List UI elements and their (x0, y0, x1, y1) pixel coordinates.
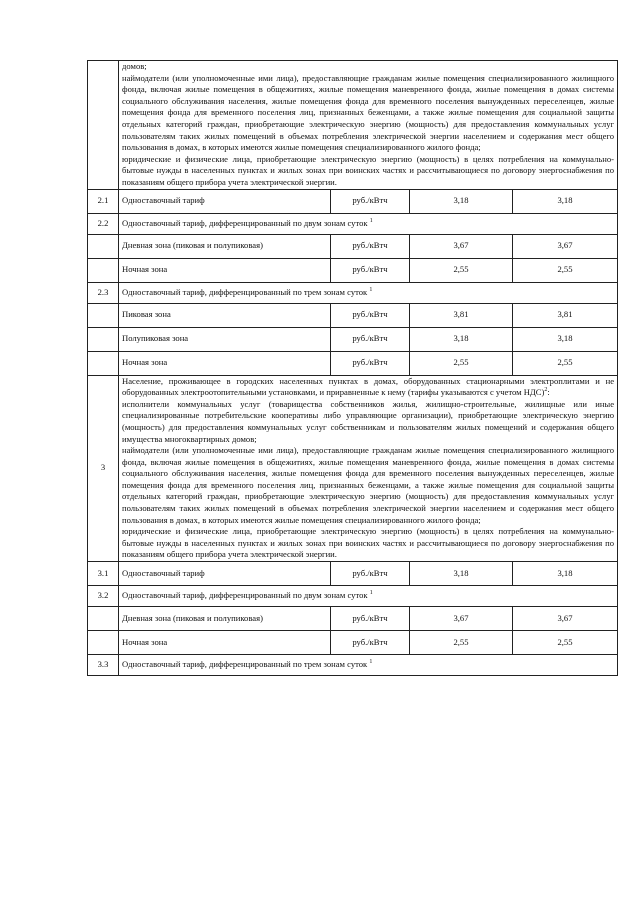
tariff-label-text: Ночная зона (122, 636, 168, 647)
row-number (88, 303, 119, 327)
unit-cell: руб./кВтч (331, 327, 410, 351)
tariff-label (119, 351, 331, 375)
tariff-label-text: Одноставочный тариф (122, 195, 205, 206)
table-row (88, 303, 618, 327)
tariff-value-period-1: 3,18 (410, 189, 513, 213)
tariff-label-text: Одноставочный тариф, дифференцированный по двум зонам суток (122, 590, 368, 601)
tariff-value-period-2: 2,55 (513, 351, 618, 375)
table-row (88, 213, 618, 234)
tariff-value-period-2: 3,18 (513, 327, 618, 351)
unit-cell: руб./кВтч (331, 607, 410, 631)
table-row (88, 586, 618, 607)
tariff-label (119, 586, 618, 607)
tariff-label (119, 258, 331, 282)
footnote-mark: 1 (369, 659, 373, 666)
tariff-label-text: Дневная зона (пиковая и полупиковая) (122, 240, 263, 251)
unit-cell: руб./кВтч (331, 562, 410, 586)
tariff-label-text: Одноставочный тариф, дифференцированный по двум зонам суток (122, 217, 368, 228)
tariff-value-period-2: 3,81 (513, 303, 618, 327)
tariff-label-text: Одноставочный тариф, дифференцированный по трем зонам суток (122, 286, 368, 297)
intro-text: Население, проживающее в городских населенных пунктах в домах, оборудованных стационарными электроплитами и не оборудованных электроотопительными установками, и приравненные к нему (тарифы указываются с учетом НДС) (122, 375, 615, 398)
tariff-value-period-2: 2,55 (513, 258, 618, 282)
tariff-label-text: Пиковая зона (122, 309, 171, 320)
unit-cell: руб./кВтч (331, 303, 410, 327)
table-row (88, 234, 618, 258)
consumer-category-block (119, 375, 618, 562)
tariff-label (119, 327, 331, 351)
row-number: 3 (88, 375, 119, 562)
paragraph: юридические и физические лица, приобретающие электрическую энергию (мощность) в целях потребления на коммунально-бытовые нужды в населенных пунктах и жилых зонах при воинских частях и рассчитывающиеся по договору энергоснабжения по показаниям общего прибора учета электрической энергии. (122, 153, 615, 187)
row-number (88, 351, 119, 375)
table-row (88, 189, 618, 213)
footnote-mark: 2 (544, 387, 548, 394)
row-number: 2.3 (88, 282, 119, 303)
row-number (88, 61, 119, 190)
tariff-label-text: Ночная зона (122, 264, 168, 275)
tariff-value-period-2: 2,55 (513, 631, 618, 655)
tariff-value-period-2: 3,18 (513, 562, 618, 586)
tariff-label (119, 189, 331, 213)
row-number (88, 327, 119, 351)
table-row (88, 258, 618, 282)
footnote-mark: 1 (369, 590, 373, 597)
table-row (88, 562, 618, 586)
table-row-block-3 (88, 375, 618, 562)
tariff-table (87, 60, 618, 676)
tariff-value-period-2: 3,67 (513, 234, 618, 258)
row-number: 3.3 (88, 655, 119, 676)
tariff-value-period-1: 2,55 (410, 631, 513, 655)
table-row (88, 351, 618, 375)
tariff-value-period-1: 2,55 (410, 258, 513, 282)
paragraph: домов; (122, 61, 147, 71)
tariff-label (119, 562, 331, 586)
tariff-label-text: Одноставочный тариф, дифференцированный по трем зонам суток (122, 659, 368, 670)
tariff-label-text: Ночная зона (122, 357, 168, 368)
tariff-value-period-1: 3,81 (410, 303, 513, 327)
unit-cell: руб./кВтч (331, 351, 410, 375)
row-number: 2.1 (88, 189, 119, 213)
tariff-value-period-2: 3,18 (513, 189, 618, 213)
row-number: 3.2 (88, 586, 119, 607)
table-row-top-block (88, 61, 618, 190)
tariff-label (119, 607, 331, 631)
paragraph: Население, проживающее в городских населенных пунктах в домах, оборудованных стационарными электроплитами и не оборудованных электроотопительными установками, и приравненные к нему (тарифы указываются с учетом НДС)$^2$: (122, 375, 615, 398)
row-number: 2.2 (88, 213, 119, 234)
tariff-label-text: Дневная зона (пиковая и полупиковая) (122, 612, 263, 623)
tariff-value-period-1: 3,18 (410, 327, 513, 351)
unit-cell: руб./кВтч (331, 189, 410, 213)
footnote-mark: 1 (369, 286, 373, 293)
tariff-value-period-1: 3,18 (410, 562, 513, 586)
tariff-value-period-2: 3,67 (513, 607, 618, 631)
row-number (88, 631, 119, 655)
row-number (88, 258, 119, 282)
paragraph: наймодатели (или уполномоченные ими лица), предоставляющие гражданам жилые помещения специализированного жилищного фонда, включая жилые помещения в общежитиях, жилые помещения маневренного фонда, жилые помещения в домах системы социального обслуживания населения, жилые помещения фонда для временного поселения вынужденных переселенцев, жилые помещения фонда для временного поселения лиц, признанных беженцами, а также жилые помещения для социальной защиты отдельных категорий граждан, приобретающие электрическую энергию (мощность) для предоставления коммунальных услуг пользователям таких жилых помещений в объемах потребления электрической энергии населением и содержания мест общего пользования в домах, в которых имеются жилые помещения специализированного жилого фонда; (122, 72, 615, 153)
table-row (88, 282, 618, 303)
tariff-value-period-1: 2,55 (410, 351, 513, 375)
unit-cell: руб./кВтч (331, 234, 410, 258)
paragraph: исполнители коммунальных услуг (товарищества собственников жилья, жилищно-строительные, жилищные или иные специализированные потребительские кооперативы либо управляющие организации), приобретающие электрическую энергию (мощность) для предоставления коммунальных услуг собственникам и пользователям жилых помещений и содержания общего имущества многоквартирных домов; (122, 398, 615, 444)
table-row (88, 327, 618, 351)
footnote-mark: 1 (369, 217, 373, 224)
table-row (88, 607, 618, 631)
paragraph: юридические и физические лица, приобретающие электрическую энергию (мощность) в целях потребления на коммунально-бытовые нужды в населенных пунктах и жилых зонах при воинских частях и рассчитывающиеся по договору энергоснабжения по показаниям общего прибора учета электрической энергии. (122, 526, 615, 560)
tariff-value-period-1: 3,67 (410, 234, 513, 258)
unit-cell: руб./кВтч (331, 258, 410, 282)
tariff-label (119, 631, 331, 655)
tariff-label (119, 655, 618, 676)
tariff-label (119, 303, 331, 327)
tariff-label (119, 282, 618, 303)
consumer-category-block (119, 61, 618, 190)
table-row (88, 655, 618, 676)
row-number: 3.1 (88, 562, 119, 586)
table-row (88, 631, 618, 655)
tariff-label-text: Одноставочный тариф (122, 567, 205, 578)
tariff-label-text: Полупиковая зона (122, 333, 189, 344)
paragraph: наймодатели (или уполномоченные ими лица), предоставляющие гражданам жилые помещения специализированного жилищного фонда, включая жилые помещения в общежитиях, жилые помещения маневренного фонда, жилые помещения в домах системы социального обслуживания населения, жилые помещения фонда для временного поселения вынужденных переселенцев, жилые помещения фонда для временного поселения лиц, признанных беженцами, а также жилые помещения для социальной защиты отдельных категорий граждан, приобретающие электрическую энергию (мощность) для предоставления коммунальных услуг пользователям таких жилых помещений в объемах потребления электрической энергии населением и содержания мест общего пользования в домах, в которых имеются жилые помещения специализированного жилого фонда; (122, 445, 615, 525)
row-number (88, 607, 119, 631)
tariff-label (119, 213, 618, 234)
unit-cell: руб./кВтч (331, 631, 410, 655)
tariff-label (119, 234, 331, 258)
tariff-value-period-1: 3,67 (410, 607, 513, 631)
row-number (88, 234, 119, 258)
